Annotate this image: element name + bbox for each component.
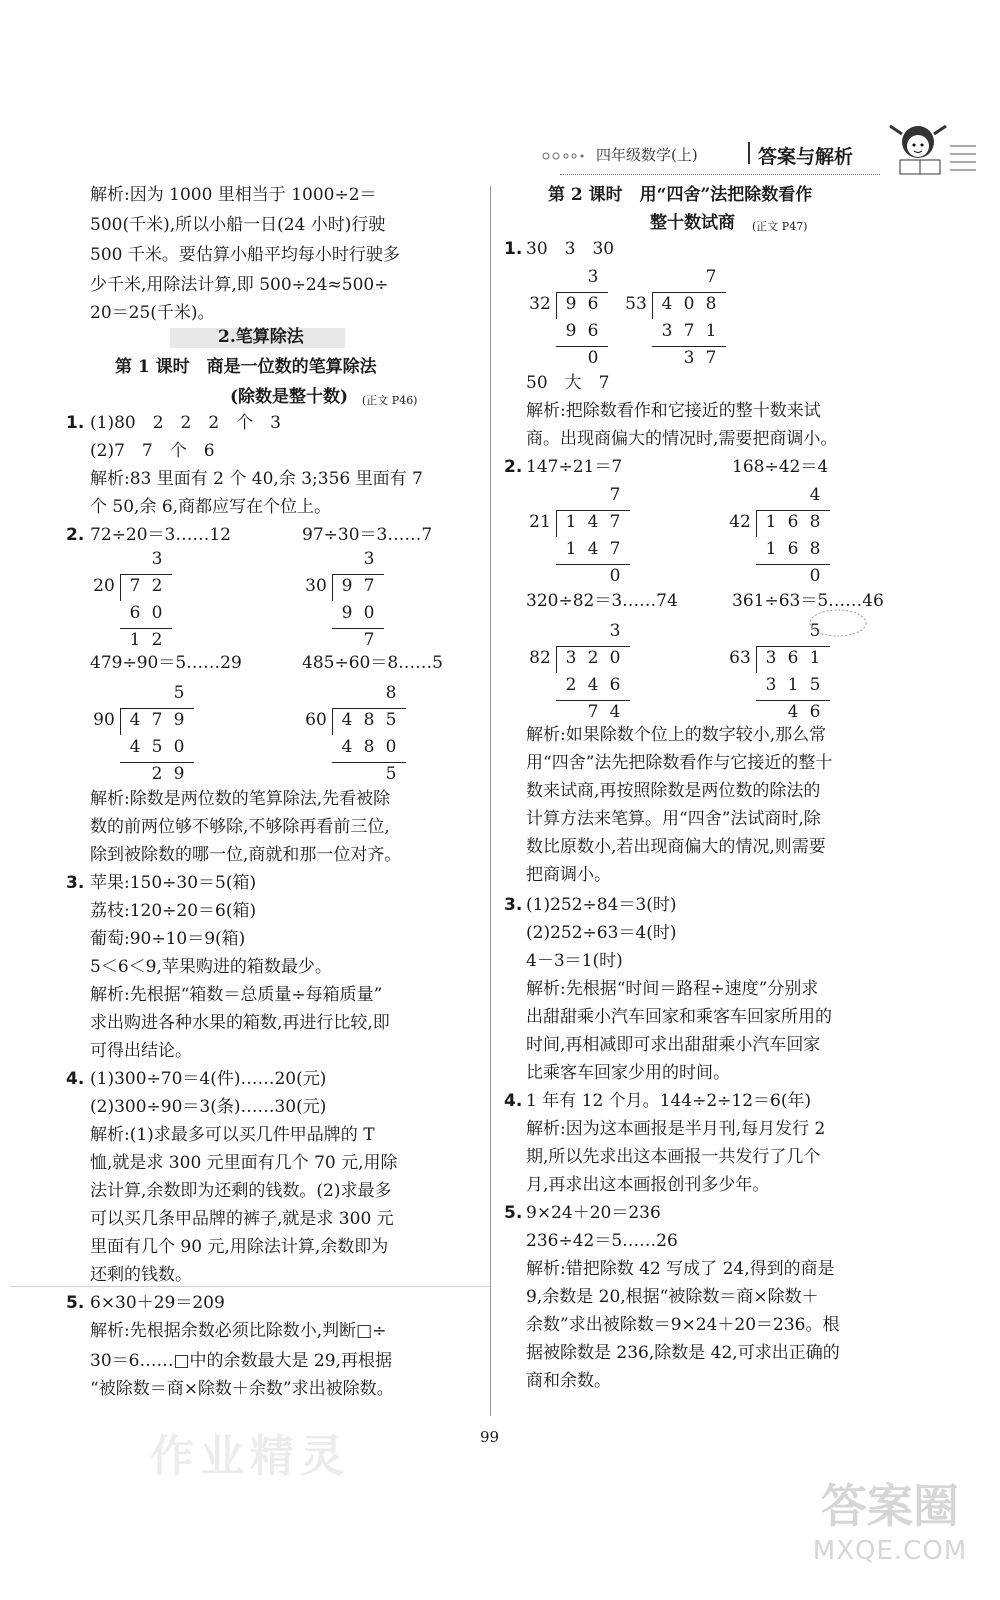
lesson-title: 第 2 课时 用“四舍”法把除数看作 [548,185,813,205]
product-digit: 6 [129,603,141,623]
answer-line: 葡萄:90÷10＝9(箱) [90,929,246,949]
dividend-digit: 4 [661,294,673,314]
division-bracket [756,646,757,673]
answer-line: 6×30＋29＝209 [90,1293,225,1313]
answer-line: (2)7 7 个 6 [90,441,215,461]
division-bracket [756,510,757,537]
dividend-digit: 0 [609,648,621,668]
explain-line: 据被除数是 236,除数是 42,可求出正确的 [526,1343,840,1363]
subtraction-line [756,700,830,701]
section-title: 2.笔算除法 [218,327,304,347]
dividend-digit: 9 [341,576,353,596]
product-digit: 8 [809,539,821,559]
dividend-digit: 1 [809,648,821,668]
product-digit: 9 [565,321,577,341]
header-grade: 四年级数学(上) [596,146,698,164]
explain-line: 解析:先根据“箱数＝总质量÷每箱质量” [90,985,383,1005]
explain-line: 个 50,余 6,商都应写在个位上。 [90,497,332,517]
remainder-digit: 2 [151,630,163,650]
subtraction-line [332,762,406,763]
answer-line: (1)80 2 2 2 个 3 [90,413,281,433]
explain-line: 数的前两位够不够除,不够除再看前三位, [90,817,390,837]
division-bar [756,646,830,647]
explain-line: 解析:先根据“时间＝路程÷速度”分别求 [526,979,819,999]
divisor: 21 [529,512,551,532]
dividend-digit: 3 [565,648,577,668]
subtraction-line [332,628,384,629]
explain-line: 9,余数是 20,根据“被除数＝商×除数＋ [526,1287,819,1307]
dividend-digit: 6 [587,294,599,314]
lesson-subtitle: 整十数试商 [650,213,735,233]
product-digit: 0 [363,603,375,623]
watermark-brand: 答案圈 [821,1479,959,1533]
answer-line: 30 3 30 [526,239,615,259]
question-number: 1. [66,413,85,433]
watermark-text: 作业精灵 [150,1431,350,1482]
lesson-reference: (正文 P47) [752,220,808,233]
quotient-digit: 8 [385,683,397,703]
header-rule [560,174,880,175]
dividend-digit: 3 [765,648,777,668]
division-bar [556,646,630,647]
product-digit: 8 [363,737,375,757]
explain-line: 解析:除数是两位数的笔算除法,先看被除 [90,789,391,809]
stamp-mark-icon [808,608,868,641]
answer-line: 9×24＋20＝236 [526,1203,661,1223]
division-bracket [556,646,557,673]
product-digit: 6 [587,321,599,341]
left-explain-line: 20＝25(千米)。 [90,303,215,323]
subtraction-line [652,346,726,347]
explain-line: 解析:因为这本画报是半月刊,每月发行 2 [526,1119,826,1139]
question-number: 2. [66,525,85,545]
lesson-subtitle: (除数是整十数) [230,387,349,407]
question-number: 1. [504,239,523,259]
dividend-digit: 6 [787,512,799,532]
mascot-reading-girl-icon [880,118,980,180]
quotient-digit: 3 [587,267,599,287]
product-digit: 3 [661,321,673,341]
product-digit: 1 [787,675,799,695]
quotient-digit: 7 [705,267,717,287]
column-divider [490,186,491,1416]
remainder-digit: 7 [587,702,599,722]
divisor: 82 [529,648,551,668]
explain-line: 把商调小。 [526,865,611,885]
left-explain-line: 500 千米。要估算小船平均每小时行驶多 [90,245,400,265]
subtraction-line [556,700,630,701]
explain-line: 计算方法来笔算。用“四舍”法试商时,除 [526,809,821,829]
product-digit: 9 [341,603,353,623]
answer-line: 236÷42＝5……26 [526,1231,678,1251]
explain-line: 商和余数。 [526,1371,611,1391]
divisor: 60 [305,710,327,730]
explain-line: 出甜甜乘小汽车回家和乘客车回家所用的 [526,1007,832,1027]
answer-line: 1 年有 12 个月。144÷2÷12＝6(年) [526,1091,812,1111]
division-bracket [120,574,121,601]
footnote-rule [10,1286,490,1287]
answer-line: (2)252÷63＝4(时) [526,923,677,943]
explain-line: 法计算,余数即为还剩的钱数。(2)求最多 [90,1181,392,1201]
division-bar [332,574,384,575]
left-explain-line: 500(千米),所以小船一日(24 小时)行驶 [90,215,386,235]
product-digit: 7 [609,539,621,559]
division-bar [120,574,172,575]
left-explain-line: 少千米,用除法计算,即 500÷24≈500÷ [90,275,389,295]
remainder-digit: 4 [787,702,799,722]
explain-line: 月,再求出这本画报创刊多少年。 [526,1175,770,1195]
dividend-digit: 9 [173,710,185,730]
question-number: 3. [66,873,85,893]
answer-line: (1)252÷84＝3(时) [526,895,677,915]
explain-line: 数比原数小,若出现商偏大的情况,则需要 [526,837,826,857]
product-digit: 4 [587,675,599,695]
division-bracket [652,292,653,319]
divisor: 42 [729,512,751,532]
dividend-digit: 5 [385,710,397,730]
explain-line: 期,所以先求出这本画报一共发行了几个 [526,1147,821,1167]
dividend-digit: 9 [565,294,577,314]
remainder-digit: 1 [129,630,141,650]
dividend-digit: 8 [809,512,821,532]
division-bracket [556,510,557,537]
explain-line: 解析:先根据余数必须比除数小,判断□÷ [90,1321,387,1341]
watermark-logo [800,1470,980,1566]
product-digit: 3 [765,675,777,695]
division-bracket [120,708,121,735]
remainder-digit: 7 [705,348,717,368]
subtraction-line [556,564,630,565]
remainder-digit: 0 [609,566,621,586]
explain-line: 余数”求出被除数＝9×24＋20＝236。根 [526,1315,840,1335]
divisor: 20 [93,576,115,596]
equation: 97÷30＝3……7 [302,525,433,545]
explain-line: 数来试商,再按照除数是两位数的除法的 [526,781,821,801]
quotient-digit: 3 [609,621,621,641]
decorative-dots-icon [542,148,592,164]
dividend-digit: 1 [565,512,577,532]
product-digit: 0 [173,737,185,757]
equation: 320÷82＝3……74 [526,591,678,611]
divisor: 32 [529,294,551,314]
answer-line: 荔枝:120÷20＝6(箱) [90,901,257,921]
quotient-digit: 7 [609,485,621,505]
lesson-title: 第 1 课时 商是一位数的笔算除法 [115,357,377,377]
explain-line: 解析:(1)求最多可以买几件甲品牌的 T [90,1125,375,1145]
dividend-digit: 4 [129,710,141,730]
remainder-digit: 0 [587,348,599,368]
remainder-digit: 2 [151,764,163,784]
page-number: 99 [480,1428,500,1446]
explain-line: 解析:把除数看作和它接近的整十数来试 [526,401,821,421]
explain-line: 比乘客车回家少用的时间。 [526,1063,730,1083]
header-title: 答案与解析 [758,146,854,168]
answer-line: 5＜6＜9,苹果购进的箱数最少。 [90,957,332,977]
division-bar [120,708,194,709]
quotient-digit: 3 [363,549,375,569]
question-number: 5. [504,1203,523,1223]
explain-line: “被除数＝商×除数＋余数”求出被除数。 [90,1379,394,1399]
remainder-digit: 6 [809,702,821,722]
product-digit: 1 [565,539,577,559]
explain-line: 求出购进各种水果的箱数,再进行比较,即 [90,1013,390,1033]
division-bar [556,510,630,511]
division-bracket [332,708,333,735]
equation: 147÷21＝7 [526,457,623,477]
remainder-digit: 0 [809,566,821,586]
remainder-digit: 7 [363,630,375,650]
division-bar [332,708,406,709]
subtraction-line [556,346,608,347]
quotient-digit: 5 [173,683,185,703]
header-separator [748,142,750,164]
answer-line: 50 大 7 [526,373,610,393]
product-digit: 4 [129,737,141,757]
explain-line: 可得出结论。 [90,1041,192,1061]
equation: 479÷90＝5……29 [90,653,242,673]
explain-line: 解析:83 里面有 2 个 40,余 3;356 里面有 7 [90,469,423,489]
equation: 485÷60＝8……5 [302,653,443,673]
explain-line: 30＝6……□中的余数最大是 29,再根据 [90,1351,392,1371]
divisor: 30 [305,576,327,596]
subtraction-line [756,564,830,565]
product-digit: 4 [587,539,599,559]
dividend-digit: 7 [129,576,141,596]
product-digit: 0 [385,737,397,757]
remainder-digit: 9 [173,764,185,784]
product-digit: 4 [341,737,353,757]
divisor: 90 [93,710,115,730]
dividend-digit: 0 [683,294,695,314]
product-digit: 0 [151,603,163,623]
question-number: 4. [66,1069,85,1089]
equation: 361÷63＝5……46 [732,591,884,611]
explain-line: 用“四舍”法先把除数看作与它接近的整十 [526,753,833,773]
explain-line: 可以买几条甲品牌的裤子,就是求 300 元 [90,1209,394,1229]
explain-line: 里面有几个 90 元,用除法计算,余数即为 [90,1237,389,1257]
dividend-digit: 7 [363,576,375,596]
product-digit: 6 [787,539,799,559]
question-number: 2. [504,457,523,477]
product-digit: 2 [565,675,577,695]
dividend-digit: 2 [587,648,599,668]
division-bracket [556,292,557,319]
explain-line: 解析:错把除数 42 写成了 24,得到的商是 [526,1259,835,1279]
divisor: 63 [729,648,751,668]
dividend-digit: 8 [363,710,375,730]
division-bracket [332,574,333,601]
subtraction-line [120,628,172,629]
explain-line: 时间,再相减即可求出甜甜乘小汽车回家 [526,1035,821,1055]
answer-line: 苹果:150÷30＝5(箱) [90,873,257,893]
left-explain-line: 解析:因为 1000 里相当于 1000÷2＝ [90,185,377,205]
dividend-digit: 1 [765,512,777,532]
remainder-digit: 4 [609,702,621,722]
watermark-url: MXQE.COM [812,1536,968,1566]
division-bar [652,292,726,293]
explain-line: 还剩的钱数。 [90,1265,192,1285]
quotient-digit: 4 [809,485,821,505]
dividend-digit: 2 [151,576,163,596]
remainder-digit: 5 [385,764,397,784]
explain-line: 商。出现商偏大的情况时,需要把商调小。 [526,429,838,449]
question-number: 5. [66,1293,85,1313]
explain-line: 恤,就是求 300 元里面有几个 70 元,用除 [90,1153,398,1173]
product-digit: 7 [683,321,695,341]
equation: 168÷42＝4 [732,457,829,477]
dividend-digit: 4 [587,512,599,532]
dividend-digit: 4 [341,710,353,730]
divisor: 53 [625,294,647,314]
remainder-digit: 3 [683,348,695,368]
dividend-digit: 7 [151,710,163,730]
dividend-digit: 8 [705,294,717,314]
product-digit: 5 [809,675,821,695]
lesson-reference: (正文 P46) [362,394,418,407]
dividend-digit: 7 [609,512,621,532]
question-number: 4. [504,1091,523,1111]
answer-line: (2)300÷90＝3(条)……30(元) [90,1097,327,1117]
division-bar [756,510,830,511]
answer-line: (1)300÷70＝4(件)……20(元) [90,1069,327,1089]
subtraction-line [120,762,194,763]
product-digit: 5 [151,737,163,757]
product-digit: 1 [705,321,717,341]
explain-line: 除到被除数的哪一位,商就和那一位对齐。 [90,845,402,865]
product-digit: 6 [609,675,621,695]
quotient-digit: 5 [809,621,821,641]
answer-line: 4－3＝1(时) [526,951,623,971]
division-bar [556,292,608,293]
dividend-digit: 6 [787,648,799,668]
question-number: 3. [504,895,523,915]
explain-line: 解析:如果除数个位上的数字较小,那么常 [526,725,827,745]
equation: 72÷20＝3……12 [90,525,231,545]
product-digit: 1 [765,539,777,559]
quotient-digit: 3 [151,549,163,569]
